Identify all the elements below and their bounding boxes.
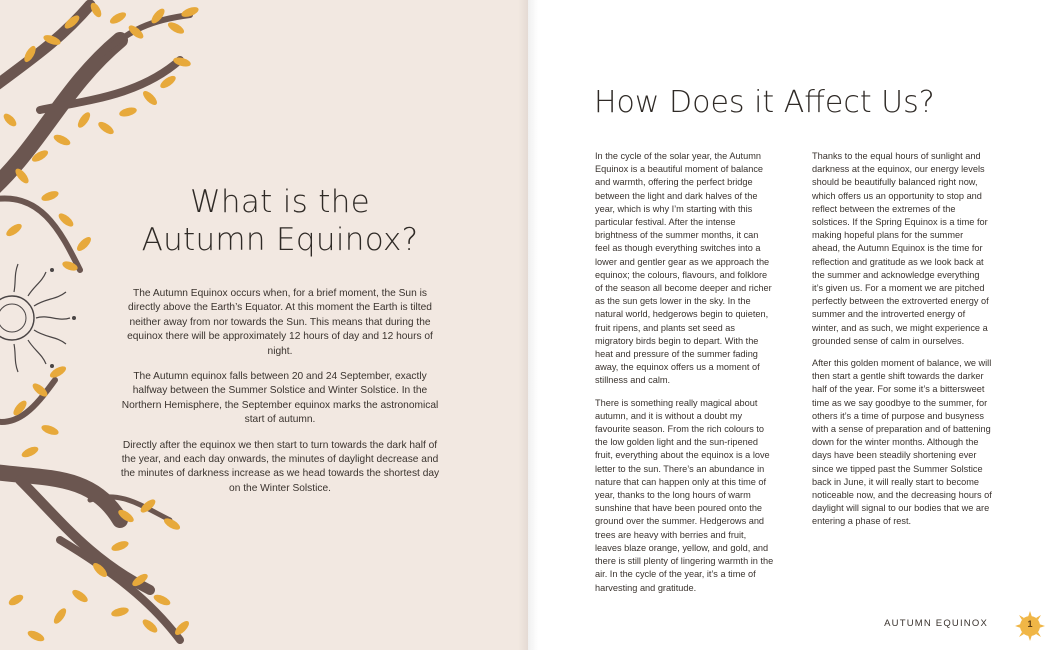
left-paragraph: The Autumn equinox falls between 20 and 24 September, exactly halfway between the Summer Solstice and Winter Solstice. In the Northern Hemisphere, the September equinox marks the astronomical start of autumn.	[121, 371, 439, 426]
right-paragraph: Thanks to the equal hours of sunlight and darkness at the equinox, our energy levels should be beautifully balanced right now, which offers us an opportunity to stop and reflect between the extremes of the solstices. If the Spring Equinox is a time for making hopeful plans for the summer ahead, the Autumn Equinox is the time for reflection and gratitude as we look back at the summer and acknowledge everything it’s given us. For a moment we are pitched perfectly between the extroverted energy of summer and the introverted energy of winter, and as such, we might experience a grounded sense of calm in ourselves.	[812, 151, 989, 346]
right-paragraph: In the cycle of the solar year, the Autumn Equinox is a beautiful moment of balance and warmth, offering the perfect bridge between the light and dark halves of the year, which is why I’m starting with this particular festival. After the intense brightness of the summer months, it can feel as though everything switches into a lower and gentler gear as we approach the equinox; the colours, flavours, and folklore of the season all become deeper and richer as the sun gets lower in the sky. In the natural world, hedgerows begin to quieten, fruit ripens, and plants set seed as migratory birds begin to depart. With the heat and pressure of the summer fading away, the equinox offers us a moment of stillness and calm.	[595, 151, 772, 386]
running-footer: AUTUMN EQUINOX	[884, 618, 988, 629]
right-column-2	[812, 150, 992, 538]
left-title-line-2: Autumn Equinox?	[141, 222, 419, 258]
right-paragraph: There is something really magical about autumn, and it is without a doubt my favourite season. From the rich colours to the low golden light and the sun-ripened fruit, everything about the equinox is a love letter to the sun. There’s an abundance in nature that can happen only at this time of year, thanks to the long hours of warm sunshine that have been poured onto the ground over the summer. Hedgerows and trees are heavy with berries and fruit, leaves blaze orange, yellow, and gold, and there is still plenty of lingering warmth in the air. In the cycle of the year, it’s a time of harvesting and gratitude.	[595, 397, 774, 593]
page-number: 1	[1027, 619, 1033, 629]
right-paragraph: After this golden moment of balance, we will then start a gentle shift towards the darker half of the year. For some it’s a bittersweet time as we say goodbye to the summer, for others it’s a time of purpose and busyness with a sense of preparation and of battening down for the winter months. Although the days have been steadily shortening ever since we tipped past the Summer Solstice back in June, it will really start to become noticeable now, and the decreasing hours of daylight will signal to our bodies that we are entering a phase of rest.	[812, 358, 992, 527]
right-column-1	[595, 150, 775, 604]
left-paragraph: Directly after the equinox we then start to turn towards the dark half of the year, and each day onwards, the minutes of daylight decrease and the minutes of darkness increase as we head towards the shortest day on the Winter Solstice.	[120, 439, 440, 494]
sun-icon	[0, 264, 76, 372]
right-page-title: How Does it Affect Us?	[594, 85, 935, 120]
left-paragraph: The Autumn Equinox occurs when, for a brief moment, the Sun is directly above the Earth’s Equator. At this moment the Earth is tilted neither away from nor towards the Sun. This means that during the equinox there will be approximately 12 hours of day and 12 hours of night.	[127, 288, 433, 357]
left-title-line-1: What is the	[189, 184, 371, 220]
left-page-title	[120, 183, 440, 259]
left-page-body	[120, 287, 440, 507]
